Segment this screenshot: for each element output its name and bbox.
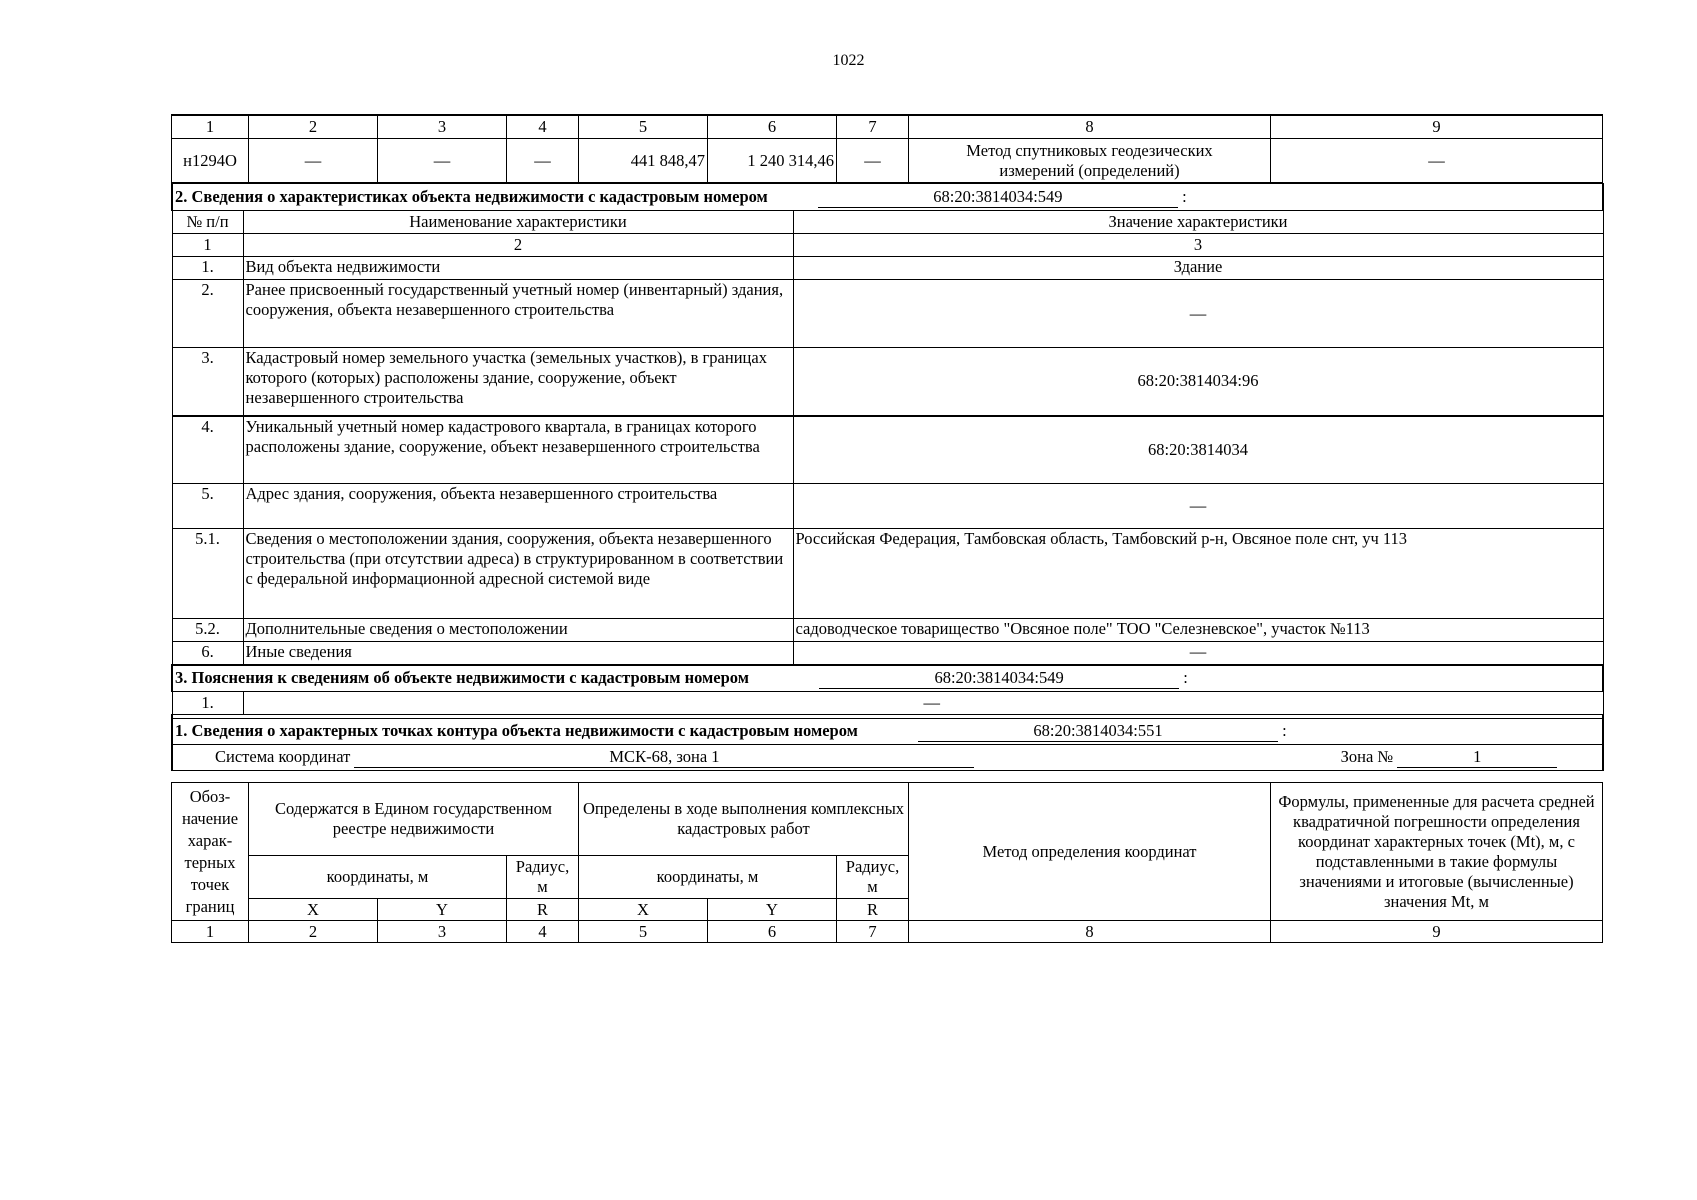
method-line-1: Метод спутниковых геодезических [966,140,1213,160]
col-header-name: Наименование характеристики [243,211,793,234]
col-num: 5 [579,921,708,943]
row-number: 6. [172,642,243,665]
row-name: Иные сведения [243,642,793,665]
column-number-row [172,921,1603,943]
section1b-cadastral-number: 68:20:3814034:551 [918,721,1278,742]
row-value: Российская Федерация, Тамбовская область, Тамбовский р-н, Овсяное поле снт, уч 113 [793,529,1603,619]
row-name: Адрес здания, сооружения, объекта незавершенного строительства [243,484,793,529]
header-radius: Радиус, м [837,856,909,899]
header-designation: Обоз-начение харак-терных точек границ [172,783,249,921]
coord-system-cell [172,745,1603,771]
row-number: 5.1. [172,529,243,619]
header-x: X [249,899,378,921]
header-complex-works: Определены в ходе выполнения комплексных кадастровых работ [579,783,909,856]
table-row [172,484,1603,529]
header-r: R [507,899,579,921]
row-number: 1. [172,692,243,715]
characteristics-table [171,183,1604,771]
row-value: — [243,692,1603,715]
row-number: 5.2. [172,619,243,642]
col-num: 8 [909,921,1271,943]
row-value: — [793,642,1603,665]
col-num: 9 [1271,921,1603,943]
coord-system-label: Система координат [215,747,351,766]
row-value: — [793,280,1603,348]
section2-title: 2. Сведения о характеристиках объекта недвижимости с кадастровым номером [175,186,768,206]
col-num: 1 [172,234,243,257]
coord-y: 1 240 314,46 [708,139,837,183]
table-row [172,416,1603,484]
header-egrn: Содержатся в Едином государственном реестре недвижимости [249,783,579,856]
col-num: 2 [249,921,378,943]
header-row [172,211,1603,234]
new-coords-table-header [171,782,1603,943]
zone-value: 1 [1397,747,1557,768]
section1b-title: 1. Сведения о характерных точках контура объекта недвижимости с кадастровым номером [175,721,858,740]
section2-title-cell [172,184,1603,211]
col-num: 6 [708,115,837,139]
row-value: Здание [793,257,1603,280]
section2-cadastral-number: 68:20:3814034:549 [818,187,1178,208]
section1b-title-cell [172,719,1603,745]
row-name: Дополнительные сведения о местоположении [243,619,793,642]
coords-table-continuation [171,114,1603,183]
row-value: 68:20:3814034:96 [793,348,1603,416]
point-designation: н1294О [172,139,249,183]
col-num: 3 [378,921,507,943]
row-number: 4. [172,416,243,484]
column-number-row [172,115,1603,139]
table-row [172,529,1603,619]
col-num: 7 [837,921,909,943]
section2-colon: : [1182,186,1187,206]
dash-cell: — [378,139,507,183]
header-y: Y [378,899,507,921]
section3-colon: : [1183,667,1188,687]
section3-cadastral-number: 68:20:3814034:549 [819,668,1179,689]
col-num: 5 [579,115,708,139]
row-number: 3. [172,348,243,416]
row-number: 5. [172,484,243,529]
row-name: Кадастровый номер земельного участка (земельных участков), в границах которого (которых) расположены здание, сооружение, объект незавершенного строительства [243,348,793,416]
coord-system-value: МСК-68, зона 1 [354,747,974,768]
table-row [172,280,1603,348]
table-row [172,642,1603,665]
header-x: X [579,899,708,921]
row-value: — [793,484,1603,529]
page-number: 1022 [832,52,865,69]
header-method: Метод определения координат [909,783,1271,921]
col-header-number: № п/п [172,211,243,234]
col-num: 2 [249,115,378,139]
col-header-value: Значение характеристики [793,211,1603,234]
coord-x: 441 848,47 [579,139,708,183]
header-radius: Радиус, м [507,856,579,899]
section3-title-cell [172,665,1603,692]
col-num: 8 [909,115,1271,139]
zone-label: Зона № [1340,747,1394,766]
col-num: 1 [172,115,249,139]
col-num: 9 [1271,115,1603,139]
table-row [172,139,1603,183]
header-row [172,783,1603,856]
col-num: 2 [243,234,793,257]
col-num: 1 [172,921,249,943]
col-num: 6 [708,921,837,943]
section2-title-row [172,184,1603,211]
dash-cell: — [1271,139,1603,183]
header-coords: координаты, м [579,856,837,899]
header-r: R [837,899,909,921]
row-name: Уникальный учетный номер кадастрового квартала, в границах которого расположены здание, сооружение, объект незавершенного строительства [243,416,793,484]
table-row [172,692,1603,715]
coord-system-row [172,745,1603,771]
dash-cell: — [837,139,909,183]
table-row [172,348,1603,416]
method-line-2: измерений (определений) [999,160,1180,180]
dash-cell: — [249,139,378,183]
col-num: 4 [507,921,579,943]
header-coords: координаты, м [249,856,507,899]
col-num: 3 [793,234,1603,257]
table-row [172,619,1603,642]
header-formulas: Формулы, примененные для расчета средней квадратичной погрешности определения координат характерных точек (Mt), м, с подставленными в такие формулы значениями и итоговые (вычисленные) значения Mt, м [1271,783,1603,921]
row-number: 1. [172,257,243,280]
table-row [172,257,1603,280]
method-cell [909,139,1271,183]
col-num: 3 [378,115,507,139]
section1b-colon: : [1282,721,1287,740]
row-value: 68:20:3814034 [793,416,1603,484]
section1b-title-row [172,719,1603,745]
row-name: Вид объекта недвижимости [243,257,793,280]
col-num: 4 [507,115,579,139]
row-name: Ранее присвоенный государственный учетный номер (инвентарный) здания, сооружения, объекта незавершенного строительства [243,280,793,348]
row-number: 2. [172,280,243,348]
row-value: садоводческое товарищество "Овсяное поле" ТОО "Селезневское", участок №113 [793,619,1603,642]
column-number-row [172,234,1603,257]
row-name: Сведения о местоположении здания, сооружения, объекта незавершенного строительства (при отсутствии адреса) в структурированном в соответствии с федеральной информационной адресной системой виде [243,529,793,619]
section3-title: 3. Пояснения к сведениям об объекте недвижимости с кадастровым номером [175,667,749,687]
dash-cell: — [507,139,579,183]
header-y: Y [708,899,837,921]
col-num: 7 [837,115,909,139]
section3-title-row [172,665,1603,692]
